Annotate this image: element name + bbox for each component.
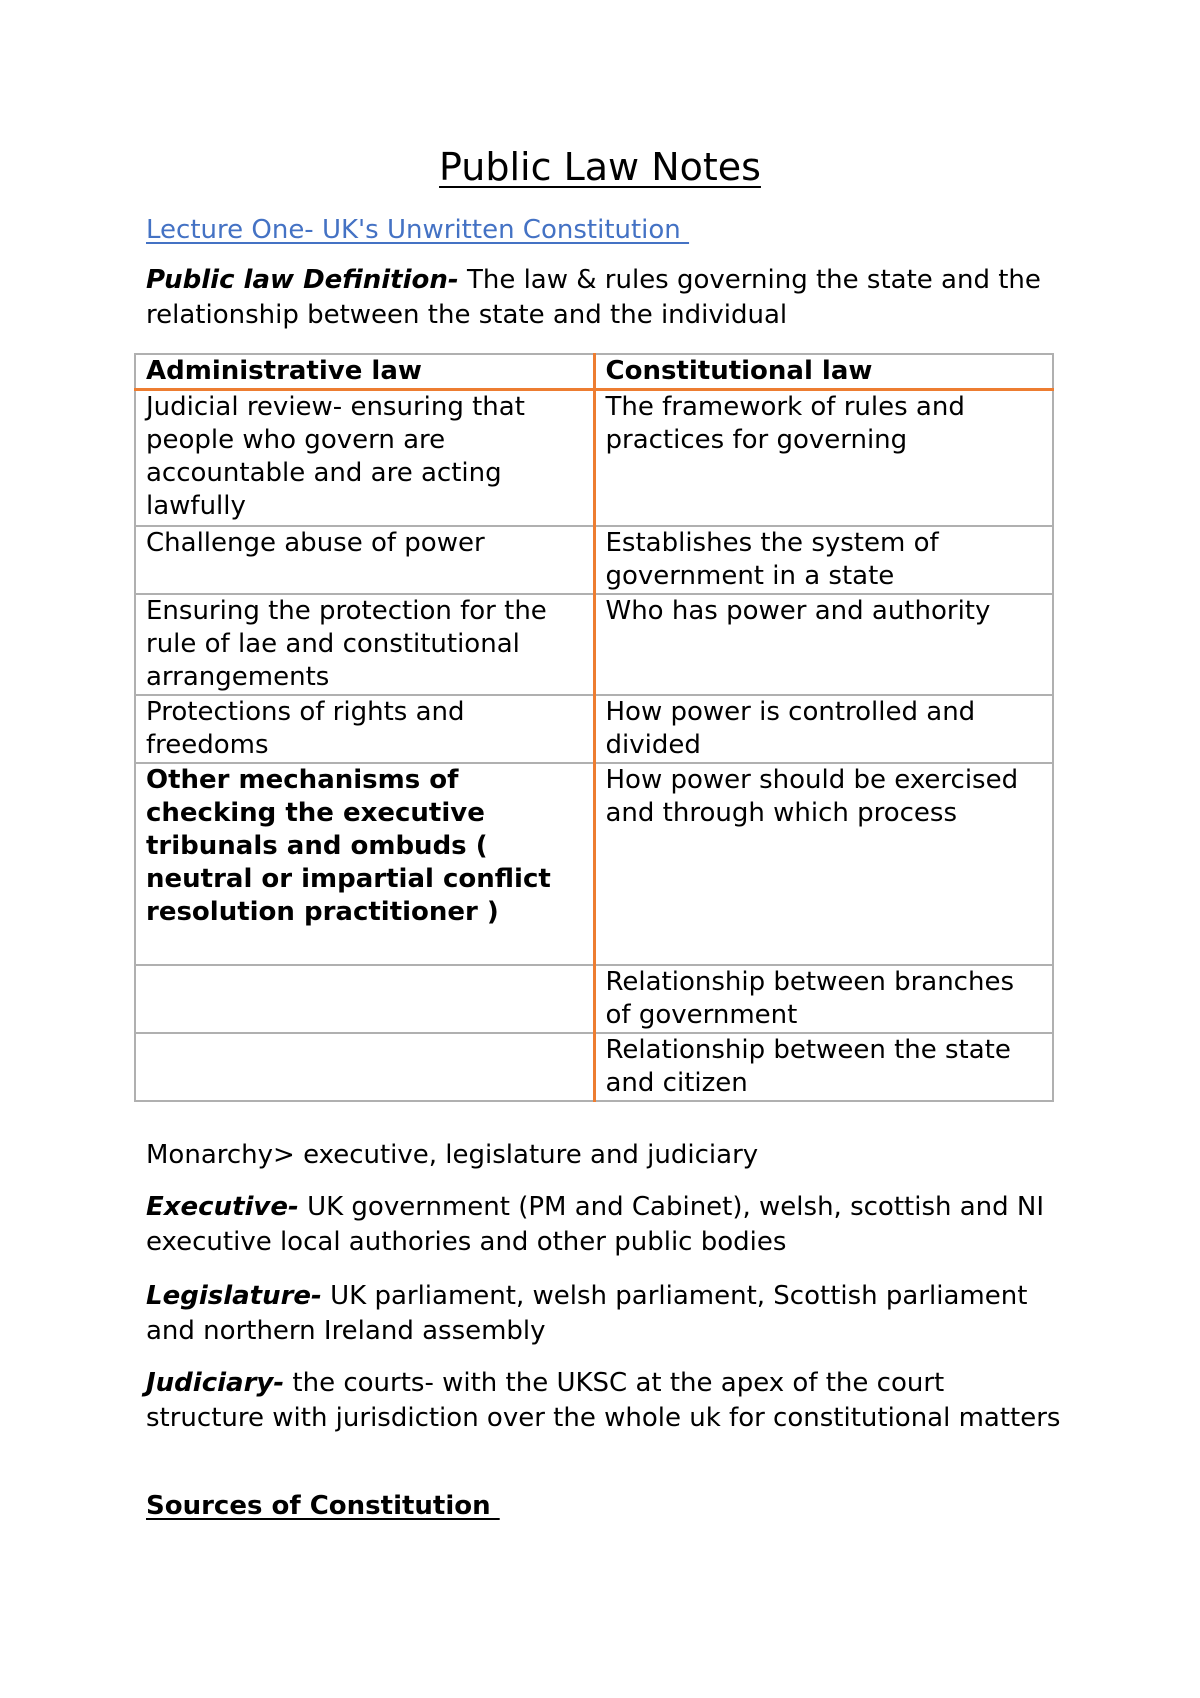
legislature-text: UK parliament, welsh parliament, Scottish parliament and northern Ireland assembly [146, 1281, 1028, 1346]
judiciary-term: Judiciary- [146, 1368, 285, 1398]
table-cell: Ensuring the protection for the rule of lae and constitutional arrangements [135, 594, 594, 695]
table-cell: How power should be exercised and through which process [594, 763, 1053, 965]
executive-term: Executive- [146, 1192, 299, 1222]
table-row [135, 695, 1053, 763]
sources-heading: Sources of Constitution [146, 1491, 500, 1521]
lecture-heading-link[interactable]: Lecture One- UK's Unwritten Constitution [146, 215, 690, 245]
law-comparison-table [134, 353, 1054, 1102]
monarchy-paragraph: Monarchy> executive, legislature and judiciary [146, 1140, 759, 1170]
table-row [135, 763, 1053, 965]
table-cell-empty [135, 1033, 594, 1101]
table-cell: The framework of rules and practices for governing [594, 390, 1053, 527]
table-row [135, 390, 1053, 527]
definition-text: The law & rules governing the state and the relationship between the state and the individual [146, 265, 1041, 330]
table-cell-empty [135, 965, 594, 1033]
header-constitutional-law: Constitutional law [594, 354, 1053, 390]
table-row [135, 526, 1053, 594]
definition-term: Public law Definition- [146, 265, 459, 295]
table-cell: Protections of rights and freedoms [135, 695, 594, 763]
table-cell: Judicial review- ensuring that people who govern are accountable and are acting lawfully [135, 390, 594, 527]
executive-text: UK government (PM and Cabinet), welsh, scottish and NI executive local authories and other public bodies [146, 1192, 1045, 1257]
definition-paragraph [146, 263, 1066, 333]
judiciary-paragraph [146, 1366, 1066, 1436]
legislature-term: Legislature- [146, 1281, 322, 1311]
table-header-row [135, 354, 1053, 390]
table-cell: How power is controlled and divided [594, 695, 1053, 763]
executive-paragraph [146, 1190, 1066, 1260]
table-cell: Other mechanisms of checking the executive tribunals and ombuds ( neutral or impartial conflict resolution practitioner ) [135, 763, 594, 965]
table-cell: Relationship between branches of government [594, 965, 1053, 1033]
table-cell: Challenge abuse of power [135, 526, 594, 594]
legislature-paragraph [146, 1279, 1066, 1349]
table-row [135, 594, 1053, 695]
table-cell: Who has power and authority [594, 594, 1053, 695]
judiciary-text: the courts- with the UKSC at the apex of the court structure with jurisdiction over the whole uk for constitutional matters [146, 1368, 1061, 1433]
table-row [135, 965, 1053, 1033]
page-title: Public Law Notes [439, 145, 761, 189]
table-cell: Establishes the system of government in a state [594, 526, 1053, 594]
table-row [135, 1033, 1053, 1101]
header-administrative-law: Administrative law [135, 354, 594, 390]
table-cell: Relationship between the state and citizen [594, 1033, 1053, 1101]
